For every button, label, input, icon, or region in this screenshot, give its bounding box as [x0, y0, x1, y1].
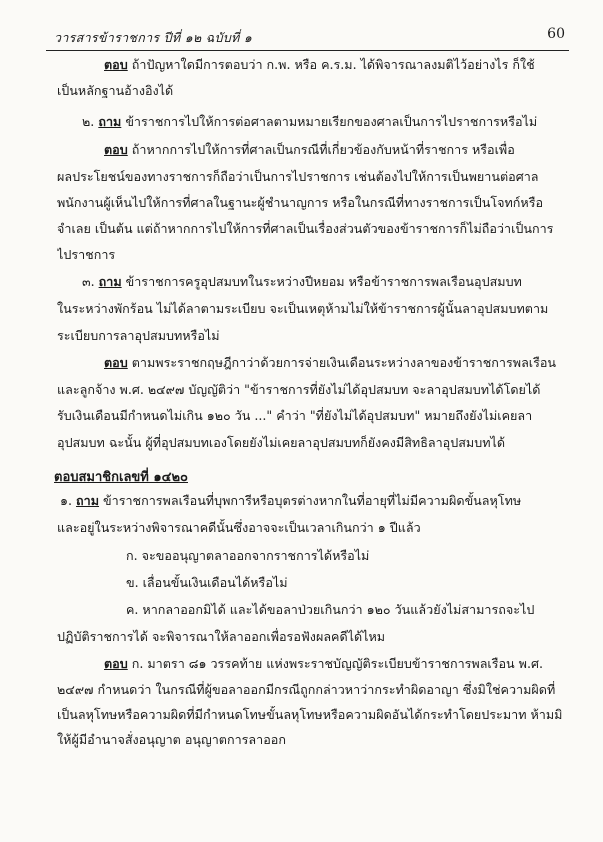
- text-line: [57, 246, 115, 264]
- line-text: ระเบียบการลาอุปสมบทหรือไม่: [57, 328, 220, 343]
- line-text: และอยู่ในระหว่างพิจารณาคดีนั้นซึ่งอาจจะเป็นเวลาเกินกว่า ๑ ปีแล้ว: [57, 520, 421, 535]
- line-text: ข. เลื่อนขั้นเงินเดือนได้หรือไม่: [126, 575, 288, 590]
- line-text: ๒๔๙๗ กำหนดว่า ในกรณีที่ผู้ขอลาออกมีกรณีถูกกล่าวหาว่ากระทำผิดอาญา ซึ่งมิใช่ความผิดที่: [57, 682, 556, 697]
- line-text: ข้าราชการไปให้การต่อศาลตามหมายเรียกของศาลเป็นการไปราชการหรือไม่: [121, 114, 538, 129]
- text-line: [104, 655, 543, 673]
- line-text: ก. จะขออนุญาตลาออกจากราชการได้หรือไม่: [126, 548, 370, 563]
- question-label: ถาม: [98, 114, 122, 129]
- line-text: ในระหว่างพักร้อน ไม่ได้ลาตามระเบียบ จะเป็นเหตุห้ามไม่ให้ข้าราชการผู้นั้นลาอุปสมบทตาม: [57, 301, 549, 316]
- text-line: [57, 706, 562, 724]
- item-number: ๑.: [60, 493, 77, 508]
- text-line: [57, 327, 220, 345]
- text-line: [57, 220, 553, 238]
- answer-label: ตอบ: [104, 57, 128, 72]
- item-number: ๒.: [82, 114, 99, 129]
- line-text: พนักงานผู้เห็นไปให้การที่ศาลในฐานะผู้ชำนาญการ หรือในกรณีที่ทางราชการเป็นโจทก์หรือ: [57, 195, 544, 210]
- question-label: ถาม: [76, 493, 100, 508]
- line-text: ก. มาตรา ๘๑ วรรคท้าย แห่งพระราชบัญญัติระเบียบข้าราชการพลเรือน พ.ศ.: [127, 656, 543, 671]
- page-header: [46, 26, 569, 51]
- question-label: ถาม: [98, 274, 122, 289]
- answer-label: ตอบ: [104, 142, 128, 157]
- line-text: อุปสมบท ฉะนั้น ผู้ที่อุปสมบทเองโดยยังไม่เคยลาอุปสมบทก็ยังคงมีสิทธิลาอุปสมบทได้: [57, 435, 506, 450]
- text-line: [57, 407, 532, 425]
- answer-label: ตอบ: [104, 355, 128, 370]
- line-text: ข้าราชการพลเรือนที่บุพการีหรือบุตรต่างหากในที่อายุที่ไม่มีความผิดขั้นลหุโทษ: [99, 493, 522, 508]
- text-line: [82, 273, 522, 291]
- line-text: รับเงินเดือนมีกำหนดไม่เกิน ๑๒๐ วัน ..." คำว่า "ที่ยังไม่ได้อุปสมบท" หมายถึงยังไม่เคยลา: [57, 408, 533, 423]
- text-line: [57, 194, 543, 212]
- item-number: ๓.: [82, 274, 99, 289]
- line-text: เป็นหลักฐานอ้างอิงได้: [57, 83, 174, 98]
- line-text: และลูกจ้าง พ.ศ. ๒๔๙๗ บัญญัติว่า "ข้าราชการที่ยังไม่ได้อุปสมบท จะลาอุปสมบทได้โดยได้: [57, 382, 541, 397]
- text-line: [60, 492, 521, 510]
- text-line: [104, 141, 515, 159]
- line-text: ตามพระราชกฤษฎีกาว่าด้วยการจ่ายเงินเดือนระหว่างลาของข้าราชการพลเรือน: [127, 355, 557, 370]
- text-line: [57, 381, 540, 399]
- line-text: เป็นลหุโทษหรือความผิดที่มีกำหนดโทษขั้นลหุโทษหรือความผิดอันได้กระทำโดยประมาท ห้ามมิ: [57, 707, 563, 722]
- text-line: [57, 82, 173, 100]
- text-line: [126, 574, 288, 592]
- line-text: จำเลย เป็นต้น แต่ถ้าหากการไปให้การที่ศาลเป็นเรื่องส่วนตัวของข้าราชการก็ไม่ถือว่าเป็นการ: [57, 221, 554, 236]
- text-line: [57, 300, 548, 318]
- answer-label: ตอบ: [104, 656, 128, 671]
- text-line: [126, 601, 534, 619]
- text-line: [57, 168, 539, 186]
- line-text: ให้ผู้มีอำนาจสั่งอนุญาต อนุญาตการลาออก: [57, 732, 286, 747]
- page-number: 60: [547, 26, 565, 42]
- text-line: [57, 731, 286, 749]
- text-line: [57, 434, 505, 452]
- text-line: [82, 113, 537, 131]
- text-line: [104, 354, 556, 372]
- text-line: [57, 681, 555, 699]
- line-text: ค. หากลาออกมิได้ และได้ขอลาป่วยเกินกว่า ๑๒๐ วันแล้วยังไม่สามารถจะไป: [126, 602, 535, 617]
- text-line: [104, 56, 535, 74]
- line-text: ข้าราชการครูอุปสมบทในระหว่างปีหยอม หรือข้าราชการพลเรือนอุปสมบท: [121, 274, 522, 289]
- text-line: [126, 547, 369, 565]
- text-line: [57, 628, 385, 646]
- text-line: [57, 519, 421, 537]
- section-heading: ตอบสมาชิกเลขที่ ๑๔๒๐: [54, 470, 188, 485]
- journal-title: วารสารข้าราชการ ปีที่ ๑๒ ฉบับที่ ๑: [54, 30, 253, 45]
- line-text: ผลประโยชน์ของทางราชการก็ถือว่าเป็นการไปราชการ เช่นต้องไปให้การเป็นพยานต่อศาล: [57, 169, 539, 184]
- line-text: ปฏิบัติราชการได้ จะพิจารณาให้ลาออกเพื่อรอฟังผลคดีได้ไหม: [57, 629, 386, 644]
- line-text: ไปราชการ: [57, 247, 116, 262]
- line-text: ถ้าปัญหาใดมีการตอบว่า ก.พ. หรือ ค.ร.ม. ได้พิจารณาลงมติไว้อย่างไร ก็ใช้: [127, 57, 535, 72]
- line-text: ถ้าหากการไปให้การที่ศาลเป็นกรณีที่เกี่ยวข้องกับหน้าที่ราชการ หรือเพื่อ: [127, 142, 515, 157]
